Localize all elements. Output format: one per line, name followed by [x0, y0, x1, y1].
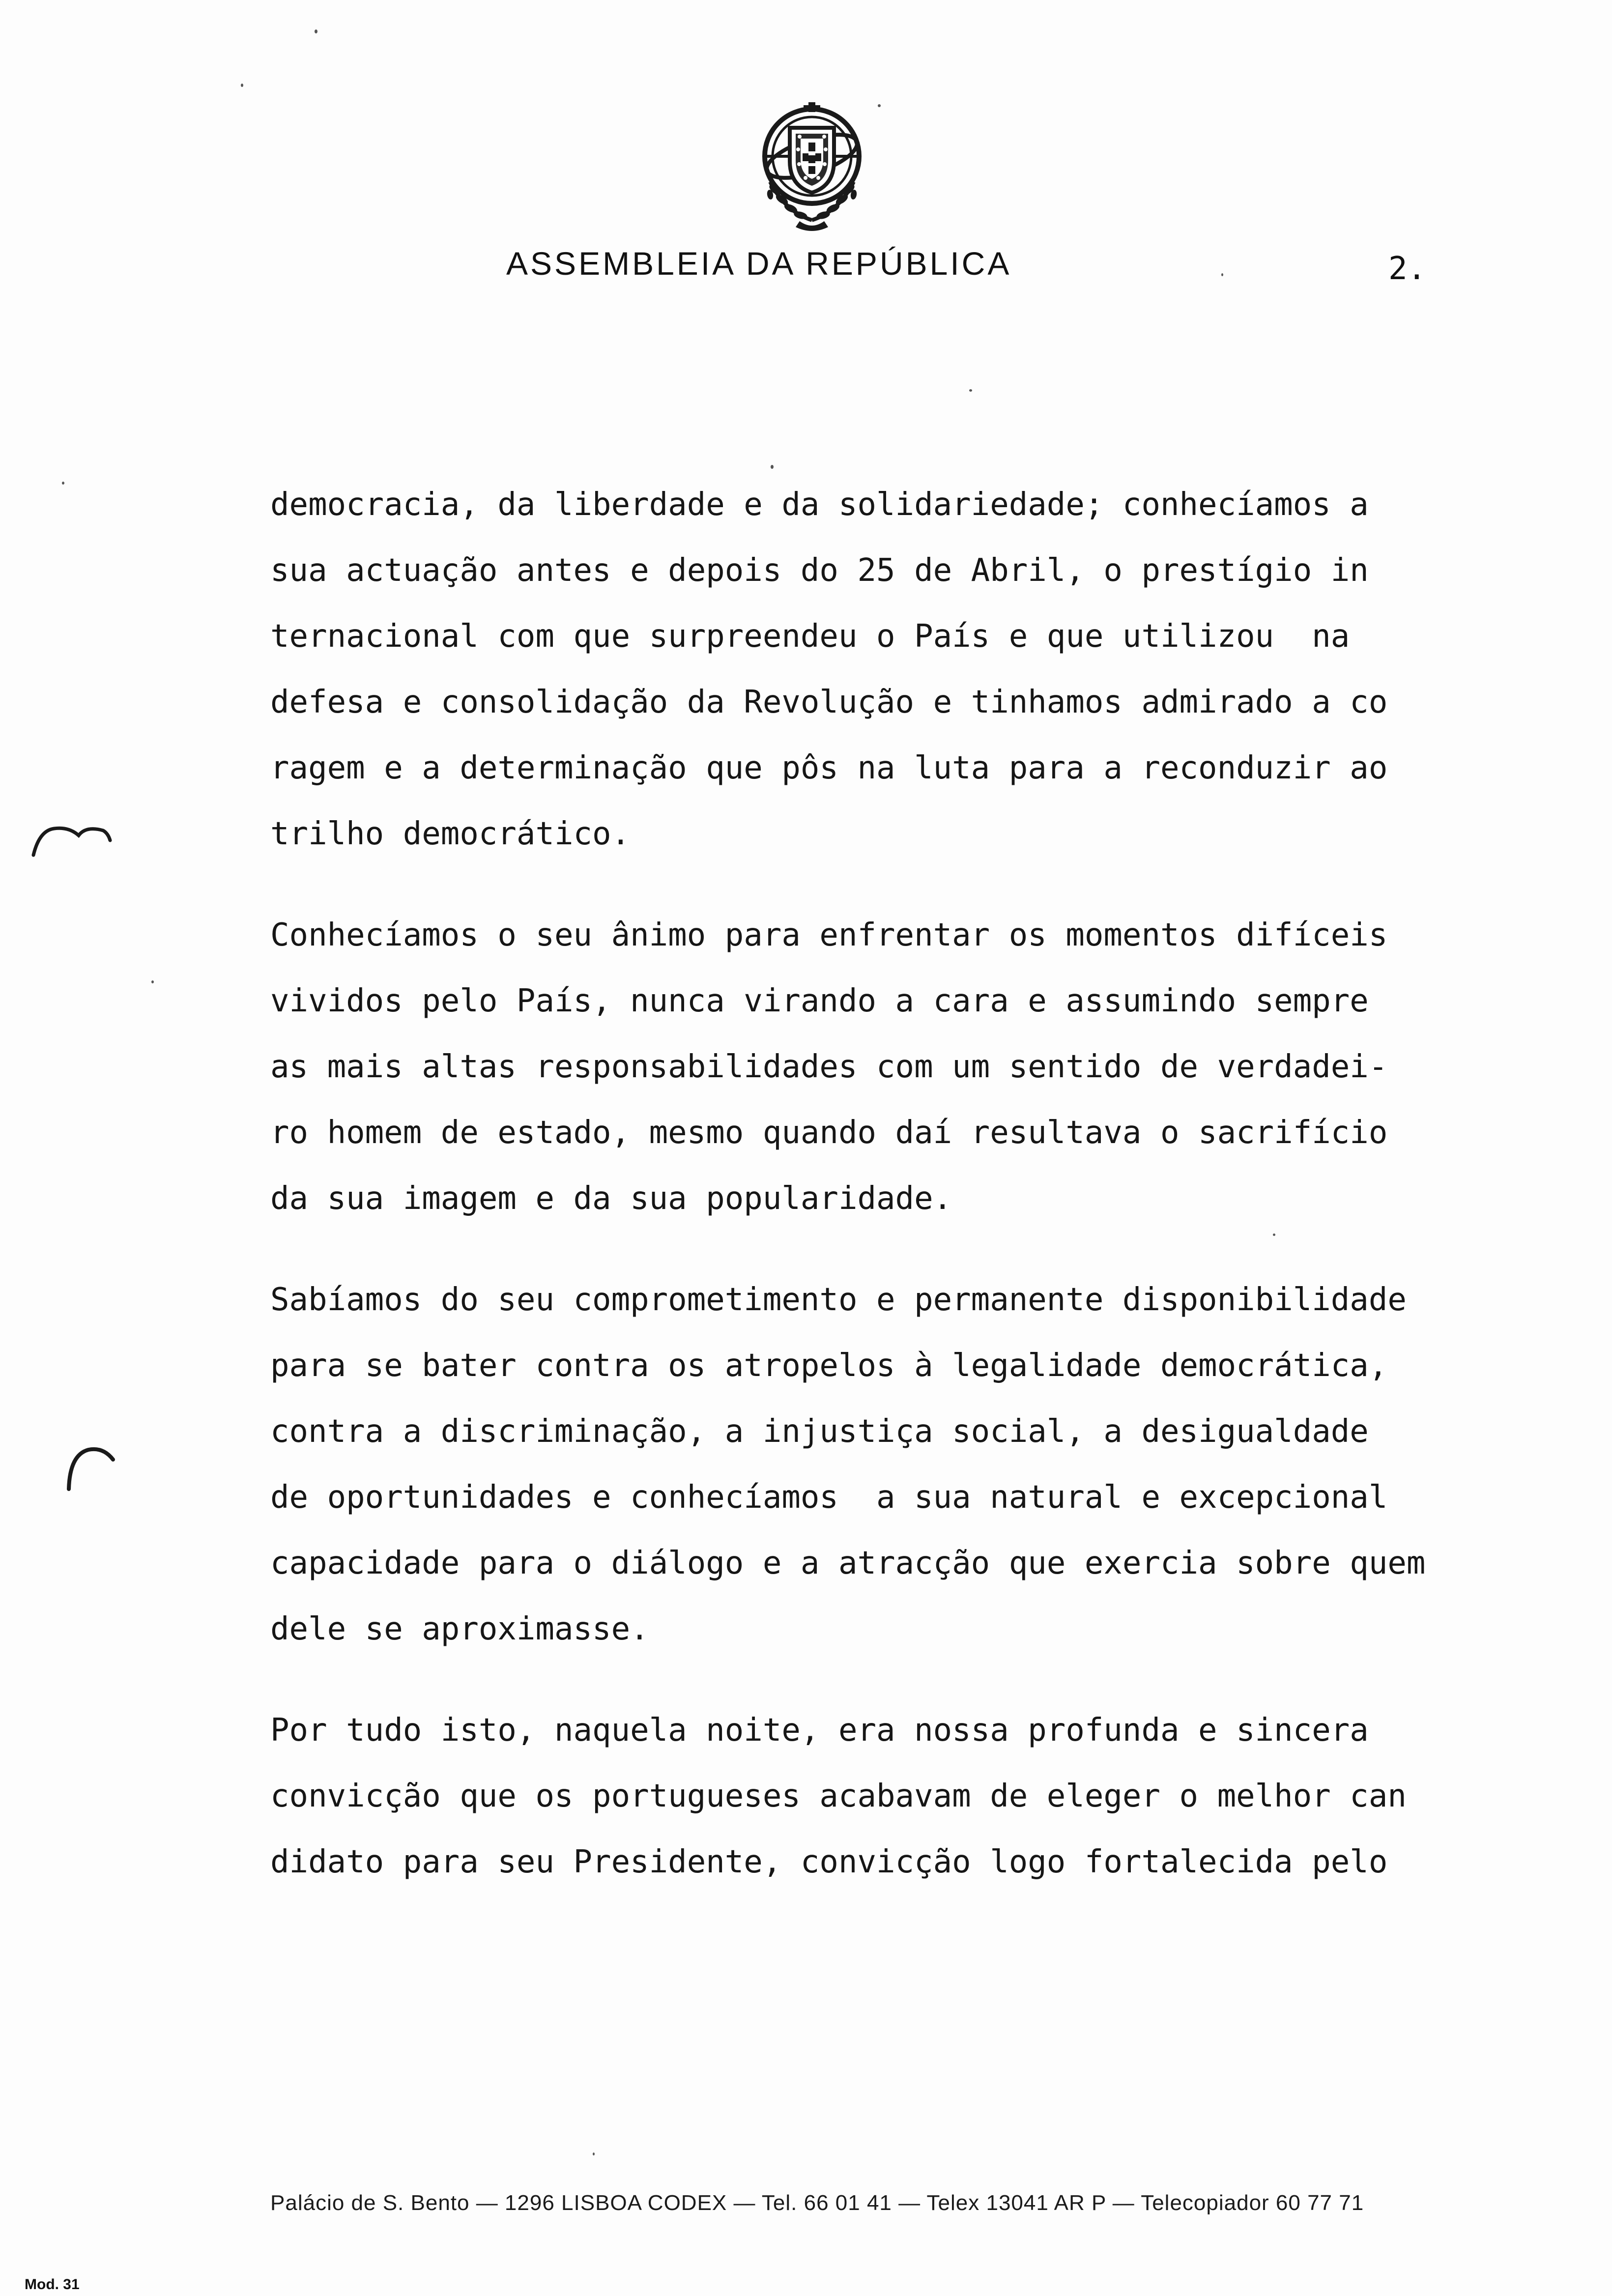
paragraph	[270, 1267, 1499, 1662]
scan-speck	[1273, 1234, 1275, 1236]
page-number: 2.	[1388, 251, 1427, 287]
paragraph	[270, 902, 1499, 1232]
text-line: para se bater contra os atropelos à legalidade democrática,	[270, 1348, 1388, 1384]
scan-speck	[878, 104, 881, 107]
text-line: Por tudo isto, naquela noite, era nossa profunda e sincera	[270, 1712, 1369, 1749]
text-line: trilho democrático.	[270, 816, 631, 852]
text-line: ro homem de estado, mesmo quando daí resultava o sacrifício	[270, 1115, 1388, 1151]
text-line: convicção que os portugueses acabavam de eleger o melhor can	[270, 1778, 1407, 1814]
scan-speck	[151, 980, 154, 983]
text-line: capacidade para o diálogo e a atracção que exercia sobre quem	[270, 1545, 1426, 1581]
scan-speck	[969, 389, 972, 392]
text-line: sua actuação antes e depois do 25 de Abril, o prestígio in	[270, 552, 1369, 589]
text-line: Conhecíamos o seu ânimo para enfrentar os momentos difíceis	[270, 917, 1388, 953]
portuguese-coat-of-arms-icon	[750, 98, 873, 231]
margin-curve-mark	[29, 816, 113, 860]
text-line: de oportunidades e conhecíamos a sua natural e excepcional	[270, 1479, 1388, 1516]
letterhead-address-footer: Palácio de S. Bento — 1296 LISBOA CODEX — Tel. 66 01 41 — Telex 13041 AR P — Telecopiador 60 77 71	[270, 2191, 1364, 2215]
text-line: ragem e a determinação que pôs na luta para a reconduzir ao	[270, 750, 1388, 786]
text-line: ternacional com que surpreendeu o País e que utilizou na	[270, 618, 1350, 655]
text-line: da sua imagem e da sua popularidade.	[270, 1180, 952, 1217]
scan-speck	[1221, 273, 1223, 276]
text-line: democracia, da liberdade e da solidariedade; conhecíamos a	[270, 487, 1369, 523]
scan-speck	[771, 465, 774, 469]
institution-heading: ASSEMBLEIA DA REPÚBLICA	[506, 245, 1012, 282]
paragraph	[270, 472, 1499, 867]
scan-speck	[241, 84, 243, 87]
scan-speck	[62, 482, 64, 485]
letter-body	[270, 472, 1499, 1930]
text-line: Sabíamos do seu comprometimento e permanente disponibilidade	[270, 1282, 1407, 1318]
text-line: contra a discriminação, a injustiça social, a desigualdade	[270, 1413, 1369, 1450]
text-line: didato para seu Presidente, convicção logo fortalecida pelo	[270, 1844, 1388, 1880]
text-line: as mais altas responsabilidades com um sentido de verdadei-	[270, 1049, 1388, 1085]
paragraph	[270, 1697, 1499, 1895]
margin-arc-mark	[64, 1440, 118, 1494]
scan-speck	[593, 2152, 595, 2155]
text-line: dele se aproximasse.	[270, 1611, 649, 1647]
text-line: defesa e consolidação da Revolução e tinhamos admirado a co	[270, 684, 1388, 720]
form-number: Mod. 31	[25, 2276, 80, 2293]
scan-speck	[315, 29, 317, 33]
text-line: vividos pelo País, nunca virando a cara e assumindo sempre	[270, 983, 1369, 1019]
